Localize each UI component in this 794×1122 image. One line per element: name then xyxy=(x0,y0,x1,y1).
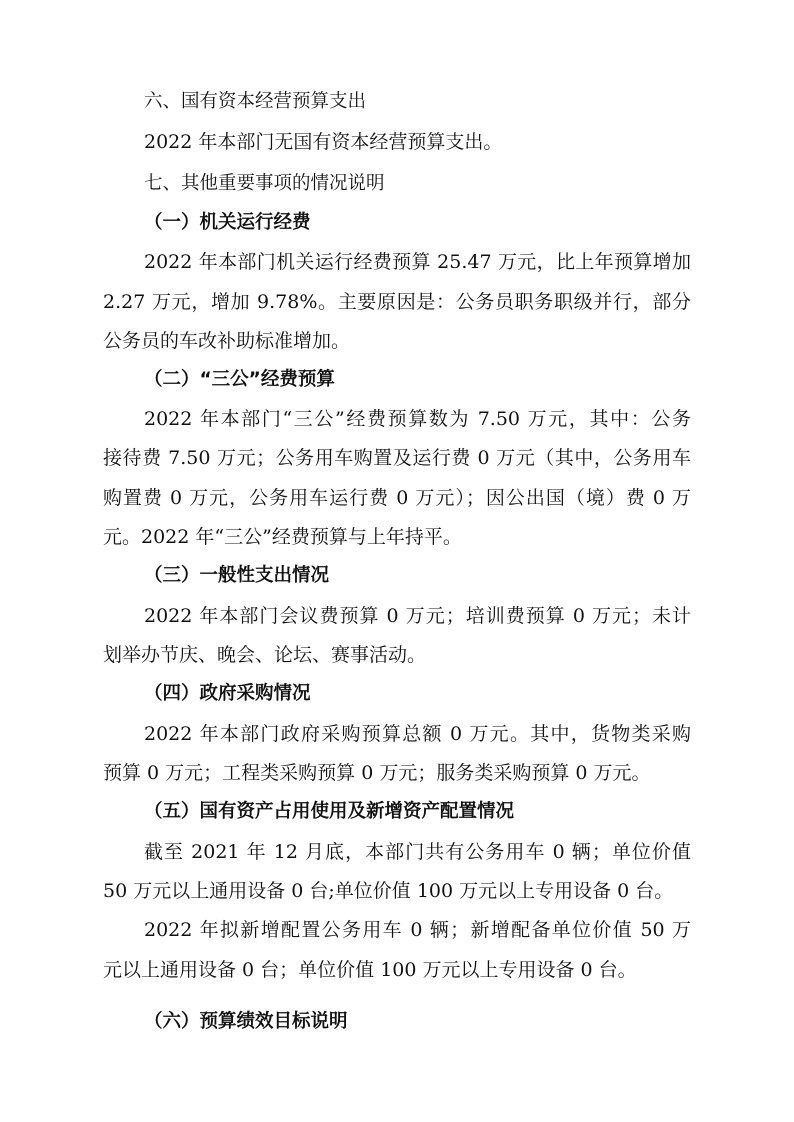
subsection-1-line-1: 2022 年本部门机关运行经费预算 25.47 万元，比上年预算增加 xyxy=(144,251,691,273)
subsection-4-line-1: 2022 年本部门政府采购预算总额 0 万元。其中，货物类采购 xyxy=(144,723,691,745)
subsection-6-heading: （六）预算绩效目标说明 xyxy=(144,1011,348,1032)
subsection-5-line-2: 50 万元以上通用设备 0 台;单位价值 100 万元以上专用设备 0 台。 xyxy=(103,880,674,902)
subsection-3-line-2: 划举办节庆、晚会、论坛、赛事活动。 xyxy=(103,644,427,666)
subsection-1-line-2: 2.27 万元，增加 9.78%。主要原因是：公务员职务职级并行，部分 xyxy=(103,291,691,313)
subsection-5-line-4: 元以上通用设备 0 台；单位价值 100 万元以上专用设备 0 台。 xyxy=(103,959,637,981)
subsection-2-line-4: 元。2022 年“三公”经费预算与上年持平。 xyxy=(103,526,462,548)
subsection-5-line-3: 2022 年拟新增配置公务用车 0 辆；新增配备单位价值 50 万 xyxy=(144,919,691,941)
subsection-5-heading: （五）国有资产占用使用及新增资产配置情况 xyxy=(144,801,515,822)
subsection-3-heading: （三）一般性支出情况 xyxy=(144,565,330,586)
subsection-4-heading: （四）政府采购情况 xyxy=(144,683,311,704)
subsection-2-heading: （二）“三公”经费预算 xyxy=(144,369,335,390)
section-6-heading: 六、国有资本经营预算支出 xyxy=(144,91,367,112)
subsection-2-line-1: 2022 年本部门“三公”经费预算数为 7.50 万元，其中：公务 xyxy=(144,408,691,430)
section-6-text: 2022 年本部门无国有资本经营预算支出。 xyxy=(144,131,503,153)
subsection-2-line-3: 购置费 0 万元，公务用车运行费 0 万元）；因公出国（境）费 0 万 xyxy=(103,487,691,509)
subsection-2-line-2: 接待费 7.50 万元；公务用车购置及运行费 0 万元（其中，公务用车 xyxy=(103,447,691,469)
section-7-heading: 七、其他重要事项的情况说明 xyxy=(144,173,385,194)
subsection-3-line-1: 2022 年本部门会议费预算 0 万元；培训费预算 0 万元；未计 xyxy=(144,605,691,627)
subsection-1-line-3: 公务员的车改补助标准增加。 xyxy=(103,330,351,352)
subsection-1-heading: （一）机关运行经费 xyxy=(144,212,311,233)
subsection-5-line-1: 截至 2021 年 12 月底，本部门共有公务用车 0 辆；单位价值 xyxy=(144,841,691,863)
subsection-4-line-2: 预算 0 万元；工程类采购预算 0 万元；服务类采购预算 0 万元。 xyxy=(103,762,651,784)
